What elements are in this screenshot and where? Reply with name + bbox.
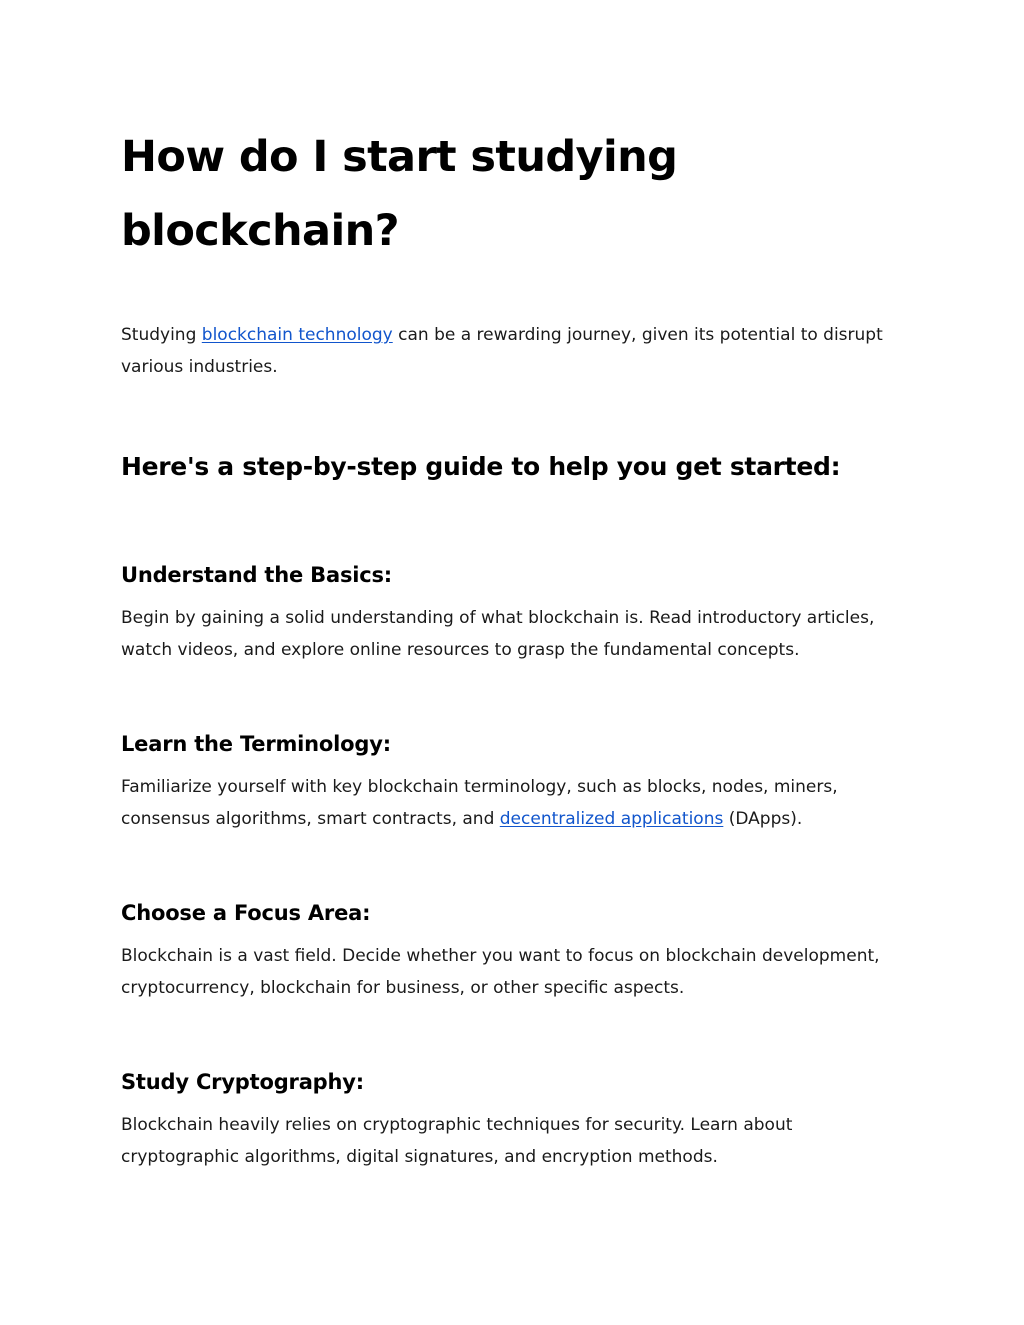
intro-paragraph <box>121 319 901 383</box>
section-heading: Study Cryptography: <box>121 1070 364 1094</box>
section-text: Blockchain is a vast field. Decide whether you want to focus on blockchain development, cryptocurrency, blockchain for business, or other specific aspects. <box>121 946 880 998</box>
section-understand-basics <box>121 559 901 666</box>
section-text-start: Familiarize yourself with key blockchain terminology, such as blocks, nodes, miners, consensus algorithms, smart contracts, and <box>121 777 838 829</box>
section-heading: Learn the Terminology: <box>121 732 391 756</box>
section-learn-terminology <box>121 728 901 835</box>
blockchain-technology-link[interactable]: blockchain technology <box>201 325 393 345</box>
section-text: Begin by gaining a solid understanding of what blockchain is. Read introductory articles, watch videos, and explore online resources to grasp the fundamental concepts. <box>121 608 875 660</box>
section-text-end: (DApps). <box>723 809 803 829</box>
document-page <box>121 120 901 1173</box>
section-study-cryptography <box>121 1066 901 1173</box>
intro-text-end: can be a rewarding journey, given its potential to disrupt various industries. <box>121 325 883 377</box>
guide-heading: Here's a step-by-step guide to help you get started: <box>121 452 841 481</box>
decentralized-applications-link[interactable]: decentralized applications <box>499 809 724 829</box>
section-text <box>121 771 901 835</box>
page-title: How do I start studying blockchain? <box>121 132 678 256</box>
section-text: Blockchain heavily relies on cryptographic techniques for security. Learn about cryptographic algorithms, digital signatures, and encryption methods. <box>121 1115 793 1167</box>
intro-text-start: Studying <box>121 325 202 345</box>
section-heading: Choose a Focus Area: <box>121 901 371 925</box>
section-choose-focus-area <box>121 897 901 1004</box>
section-heading: Understand the Basics: <box>121 563 392 587</box>
